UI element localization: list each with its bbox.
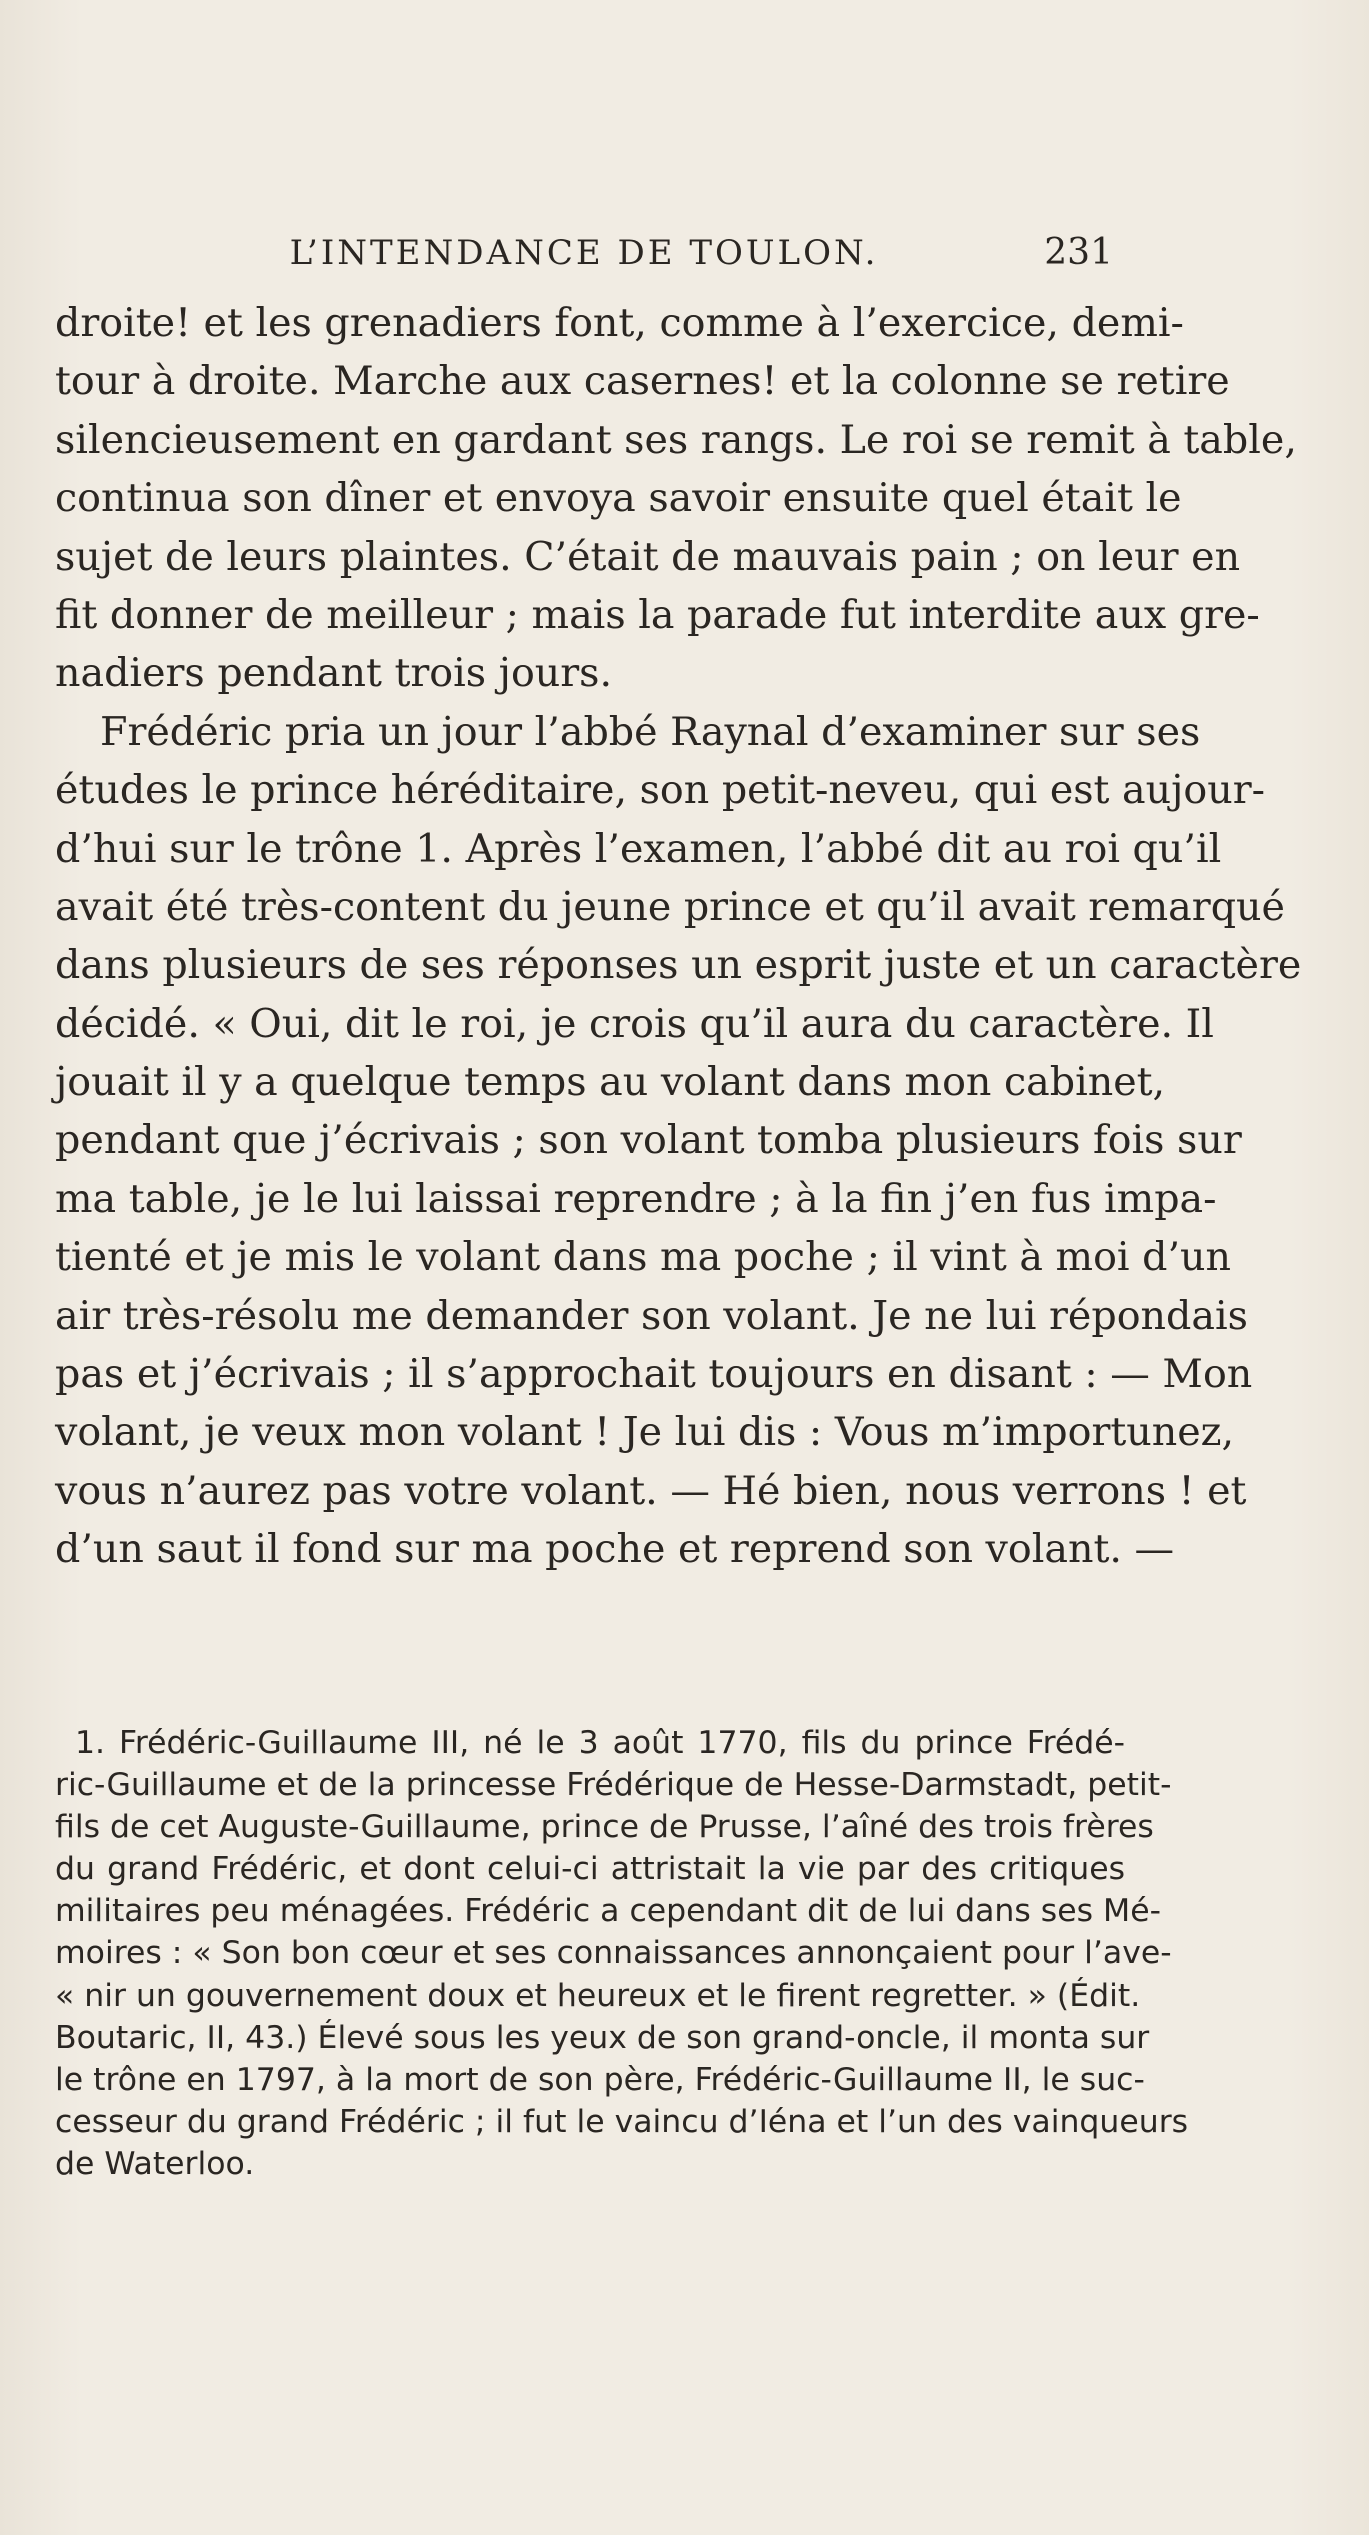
text-line: d’un saut il fond sur ma poche et reprend son volant. — xyxy=(55,1526,1175,1573)
footnote xyxy=(55,1722,1189,2185)
footnote-line: ric-Guillaume et de la princesse Frédérique de Hesse-Darmstadt, petit- xyxy=(55,1767,1172,1804)
footnote-line: du grand Frédéric, et dont celui-ci attristait la vie par des critiques xyxy=(55,1851,1125,1888)
text-line: avait été très-content du jeune prince et qu’il avait remarqué xyxy=(55,883,1285,930)
footnote-line: fils de cet Auguste-Guillaume, prince de Prusse, l’aîné des trois frères xyxy=(55,1809,1154,1846)
text-line: volant, je veux mon volant ! Je lui dis : Vous m’importunez, xyxy=(55,1409,1235,1456)
text-line: nadiers pendant trois jours. xyxy=(55,650,613,697)
page-number: 231 xyxy=(1044,232,1113,273)
text-line: air très-résolu me demander son volant. Je ne lui répondais xyxy=(55,1292,1248,1339)
text-line: silencieusement en gardant ses rangs. Le roi se remit à table, xyxy=(55,416,1297,463)
running-title: L’INTENDANCE DE TOULON. xyxy=(289,233,879,273)
text-line: tour à droite. Marche aux casernes! et la colonne se retire xyxy=(55,358,1230,405)
text-line: pendant que j’écrivais ; son volant tomba plusieurs fois sur xyxy=(55,1117,1242,1164)
text-line: décidé. « Oui, dit le roi, je crois qu’il aura du caractère. Il xyxy=(55,1000,1214,1047)
running-head xyxy=(55,228,1113,278)
footnote-line: moires : « Son bon cœur et ses connaissances annonçaient pour l’ave- xyxy=(55,1935,1172,1972)
text-line: d’hui sur le trône 1. Après l’examen, l’abbé dit au roi qu’il xyxy=(55,825,1222,872)
text-line: Frédéric pria un jour l’abbé Raynal d’examiner sur ses xyxy=(100,708,1201,755)
text-line: études le prince héréditaire, son petit-neveu, qui est aujour- xyxy=(55,767,1266,814)
text-line: ma table, je le lui laissai reprendre ; à la fin j’en fus impa- xyxy=(55,1175,1217,1222)
footnote-line: le trône en 1797, à la mort de son père, Frédéric-Guillaume II, le suc- xyxy=(55,2061,1145,2098)
text-line: vous n’aurez pas votre volant. — Hé bien, nous verrons ! et xyxy=(55,1467,1247,1514)
text-line: droite! et les grenadiers font, comme à l’exercice, demi- xyxy=(55,300,1184,346)
main-text xyxy=(55,294,1302,1579)
text-line: sujet de leurs plaintes. C’était de mauvais pain ; on leur en xyxy=(55,533,1241,580)
text-line: jouait il y a quelque temps au volant dans mon cabinet, xyxy=(55,1059,1166,1106)
footnote-line: Boutaric, II, 43.) Élevé sous les yeux de son grand-oncle, il monta sur xyxy=(55,2019,1150,2056)
text-line: dans plusieurs de ses réponses un esprit juste et un caractère xyxy=(55,942,1302,989)
text-line: continua son dîner et envoya savoir ensuite quel était le xyxy=(55,475,1182,522)
footnote-line: de Waterloo. xyxy=(55,2145,255,2182)
footnote-line: cesseur du grand Frédéric ; il fut le vaincu d’Iéna et l’un des vainqueurs xyxy=(55,2103,1189,2140)
text-line: pas et j’écrivais ; il s’approchait toujours en disant : — Mon xyxy=(55,1351,1253,1398)
footnote-line: « nir un gouvernement doux et heureux et le firent regretter. » (Édit. xyxy=(55,1977,1141,2014)
footnote-line: militaires peu ménagées. Frédéric a cependant dit de lui dans ses Mé- xyxy=(55,1893,1161,1930)
footnote-line: 1. Frédéric-Guillaume III, né le 3 août 1770, fils du prince Frédé- xyxy=(75,1725,1125,1761)
text-line: tienté et je mis le volant dans ma poche ; il vint à moi d’un xyxy=(55,1234,1232,1281)
text-line: fit donner de meilleur ; mais la parade fut interdite aux gre- xyxy=(55,591,1260,638)
